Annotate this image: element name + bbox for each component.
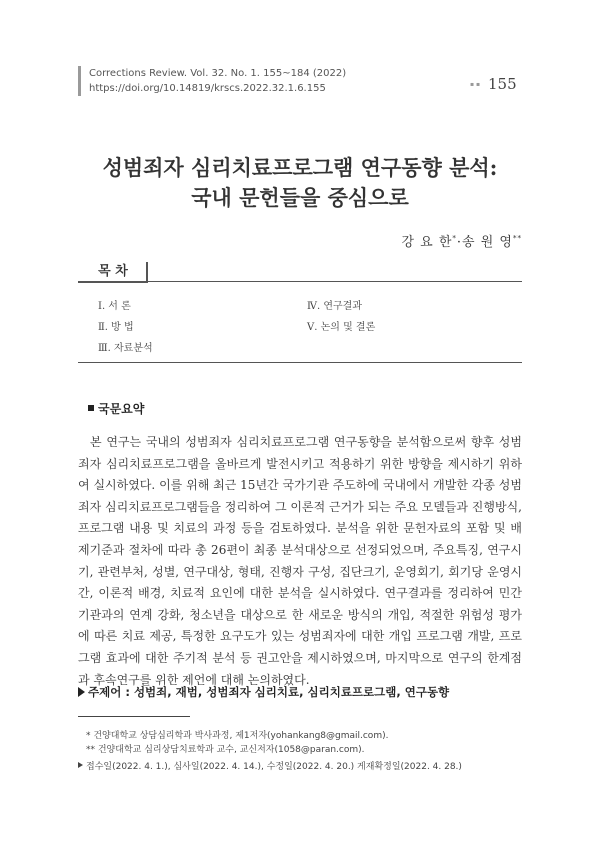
abstract-line: 과 후속연구를 위한 제언에 대해 논의하였다. — [78, 672, 310, 687]
abstract-body — [78, 432, 522, 691]
toc-item-method: Ⅱ. 방 법 — [98, 322, 134, 333]
toc-item-data-analysis: Ⅲ. 자료분석 — [98, 343, 153, 354]
abstract-line: 죄자 심리치료프로그램들을 정리하여 그 이론적 근거가 되는 주요 모델들과 진행방식, — [78, 499, 522, 514]
abstract-line: 에 따른 치료 제공, 특정한 요구도가 있는 성범죄자에 대한 개입 프로그램 개발, 프로 — [78, 629, 522, 644]
paper-title-line1: 성범죄자 심리치료프로그램 연구동향 분석: — [102, 155, 498, 180]
footnote-1: * 건양대학교 상담심리학과 박사과정, 제1저자(yohankang8@gmail.com). — [86, 731, 389, 741]
author-2: 송 원 영 — [462, 235, 513, 250]
toc-heading: 목 차 — [78, 262, 148, 283]
header-bar — [78, 66, 81, 96]
abstract-line: 간, 이론적 배경, 치료적 요인에 대한 분석을 실시하였다. 연구결과를 정리하여 민간 — [78, 586, 522, 601]
toc-tab-edge — [146, 262, 148, 282]
author-2-mark: ** — [513, 234, 522, 243]
triangle-bullet-icon — [78, 762, 83, 768]
page-number: 155 — [488, 75, 517, 93]
toc-item-discussion: Ⅴ. 논의 및 결론 — [307, 322, 376, 333]
doi-link[interactable]: https://doi.org/10.14819/krscs.2022.32.1.6.155 — [89, 83, 326, 94]
abstract-line: 여 실시하였다. 이를 위해 최근 15년간 국가기관 주도하에 국내에서 개발한 각종 성범 — [78, 478, 522, 493]
toc-item-introduction: Ⅰ. 서 론 — [98, 301, 131, 312]
abstract-line: 프로그램 내용 및 치료의 과정 등을 검토하였다. 분석을 위한 문헌자료의 포함 및 배 — [78, 521, 522, 536]
keywords-text: 성범죄, 재범, 성범죄자 심리치료, 심리치료프로그램, 연구동향 — [133, 685, 450, 699]
keywords — [78, 684, 449, 700]
author-1: 강 요 한 — [401, 235, 453, 250]
page-ornament: ▪ ▪ — [470, 81, 481, 88]
abstract-line: 그램 효과에 대한 주기적 분석 등 권고안을 제시하였으며, 마지막으로 연구의 한계점 — [78, 650, 522, 665]
toc-item-results: Ⅳ. 연구결과 — [307, 301, 362, 312]
author-1-mark: * — [452, 234, 457, 243]
keywords-label: 주제어 : — [88, 685, 130, 699]
abstract-heading: 국문요약 — [88, 400, 144, 417]
abstract-line: 죄자 심리치료프로그램을 올바르게 발전시키고 적용하기 위한 방향을 제시하기 위하 — [78, 456, 522, 471]
received-dates: 접수일(2022. 4. 1.), 심사일(2022. 4. 14.), 수정일(2022. 4. 20.) 게재확정일(2022. 4. 28.) — [78, 759, 462, 772]
paper-title-line2: 국내 문헌들을 중심으로 — [191, 185, 409, 210]
journal-citation: Corrections Review. Vol. 32. No. 1. 155~184 (2022) — [89, 68, 347, 79]
footnote-2: ** 건양대학교 심리상담치료학과 교수, 교신저자(1058@paran.com). — [86, 745, 365, 755]
abstract-line: 기, 관련부처, 성별, 연구대상, 형태, 진행자 구성, 집단크기, 운영회기, 회기당 운영시 — [78, 564, 522, 579]
square-bullet-icon — [88, 405, 94, 411]
arrow-right-icon — [78, 687, 85, 697]
abstract-line: 본 연구는 국내의 성범죄자 심리치료프로그램 연구동향을 분석함으로써 향후 성범 — [90, 435, 522, 449]
abstract-line: 기관과의 연계 강화, 청소년을 대상으로 한 새로운 방식의 개입, 적절한 위험성 평가 — [78, 607, 522, 622]
author-separator: · — [456, 235, 463, 250]
authors — [401, 231, 522, 250]
abstract-line: 제기준과 절차에 따라 총 26편이 최종 분석대상으로 선정되었으며, 주요특징, 연구시 — [78, 542, 522, 557]
footnote-rule — [78, 716, 190, 717]
